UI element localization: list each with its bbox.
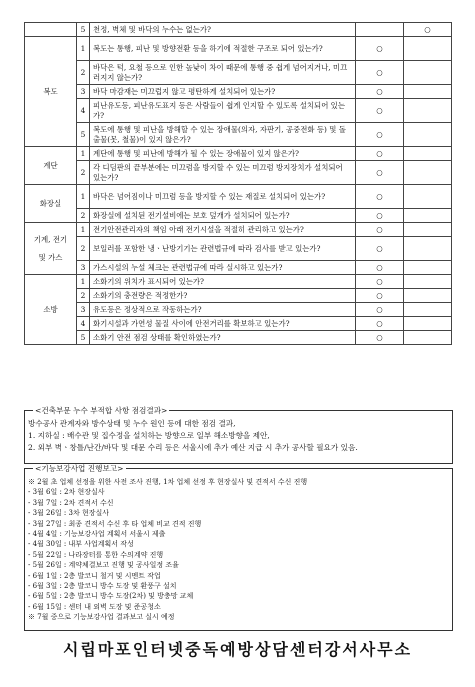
item-text: 바닥은 넘어짐이나 미끄럼 등을 방지할 수 있는 재질로 설치되어 있는가? [90, 185, 356, 209]
item-number: 1 [77, 275, 90, 289]
item-text: 천정, 벽체 및 바닥의 누수는 없는가? [90, 23, 356, 37]
item-text: 소화기 안전 점검 상태를 확인하였는가? [90, 331, 356, 345]
project-box-title: <기능보강사업 진행보고> [35, 464, 124, 473]
check-mark-alt [404, 37, 452, 61]
check-mark-alt [404, 303, 452, 317]
organization-footer: 시립마포인터넷중독예방상담센터강서사무소 [62, 640, 413, 659]
check-mark: ○ [356, 123, 404, 147]
check-mark: ○ [356, 85, 404, 99]
category-fire: 소방 [25, 275, 77, 345]
check-mark-alt [404, 209, 452, 223]
checklist-row [25, 85, 452, 99]
category-stairs: 계단 [25, 147, 77, 185]
category-restroom: 화장실 [25, 185, 77, 223]
checklist-row [25, 123, 452, 147]
checklist-row [25, 261, 452, 275]
project-box-line: - 4월 30일 : 내부 사업계획서 작성 [28, 540, 134, 549]
check-mark-alt [404, 223, 452, 237]
check-mark: ○ [356, 161, 404, 185]
check-mark: ○ [356, 61, 404, 85]
check-mark-alt [404, 261, 452, 275]
checklist-row [25, 237, 452, 261]
item-number: 2 [77, 237, 90, 261]
checklist-row [25, 37, 452, 61]
checklist-row [25, 289, 452, 303]
project-box-line: ※ 2월 초 업체 선정을 위한 사전 조사 진행, 1차 업체 선정 후 현장실사 및 견적서 수신 진행 [28, 478, 308, 486]
item-text: 화장실에 설치된 전기설비에는 보호 덮개가 설치되어 있는가? [90, 209, 356, 223]
check-mark: ○ [356, 99, 404, 123]
checklist-row [25, 209, 452, 223]
check-mark: ○ [356, 147, 404, 161]
check-mark-alt [404, 289, 452, 303]
leak-box-line: 2. 외부 벽ㆍ창틀/난간/바닥 및 대문 수리 등은 서울시에 추가 예산 지급 시 추가 공사할 필요가 있음. [28, 443, 358, 453]
checklist-row [25, 275, 452, 289]
leak-box-line: 방수공사 관계자와 방수상태 및 누수 원인 등에 대한 점검 결과, [28, 419, 236, 428]
item-text: 소화기의 충전량은 적정한가? [90, 289, 356, 303]
item-text: 가스시설의 누설 체크는 관련법규에 따라 실시하고 있는가? [90, 261, 356, 275]
project-box-line: - 3월 7일 : 2차 견적서 수신 [28, 498, 114, 507]
item-text: 보일러를 포함한 냉ㆍ난방기기는 관련법규에 따라 검사를 받고 있는가? [90, 237, 356, 261]
item-text: 피난유도등, 피난유도표지 등은 사람들이 쉽게 인지할 수 있도록 설치되어 있는가? [90, 99, 356, 123]
item-text: 화기시설과 가연성 물질 사이에 안전거리를 확보하고 있는가? [90, 317, 356, 331]
check-mark: ○ [356, 185, 404, 209]
check-mark-alt [404, 275, 452, 289]
check-mark-alt: ○ [404, 23, 452, 37]
check-mark: ○ [356, 261, 404, 275]
check-mark-alt [404, 161, 452, 185]
leak-inspection-result-box [24, 406, 453, 464]
project-box-line: - 3월 26일 : 3차 현장실사 [28, 509, 109, 518]
check-mark: ○ [356, 223, 404, 237]
item-text: 바닥 마감재는 미끄럽지 않고 평탄하게 설치되어 있는가? [90, 85, 356, 99]
item-number: 2 [77, 209, 90, 223]
checklist-row [25, 331, 452, 345]
item-number: 5 [77, 123, 90, 147]
item-text: 전기안전관리자의 책임 아래 전기시설을 적절히 관리하고 있는가? [90, 223, 356, 237]
project-box-line: ※ 7월 중으로 기능보강사업 결과보고 실시 예정 [28, 613, 175, 622]
item-number: 4 [77, 99, 90, 123]
item-text: 복도에 통행 및 피난을 방해할 수 있는 장애물(의자, 자판기, 공중전화 등) 및 돌출물(못, 철물)이 있지 않은가? [90, 123, 356, 147]
check-mark-alt [404, 185, 452, 209]
leak-box-title: <건축부문 누수 부적합 사항 점검결과> [35, 406, 168, 415]
safety-checklist-table [24, 22, 452, 345]
checklist-row [25, 223, 452, 237]
check-mark-alt [404, 317, 452, 331]
checklist-row [25, 23, 452, 37]
check-mark-alt [404, 331, 452, 345]
item-number: 1 [77, 37, 90, 61]
check-mark-alt [404, 61, 452, 85]
category-facilities [25, 223, 77, 275]
item-number: 5 [77, 23, 90, 37]
project-box-line: - 6월 15일 : 센터 내 외벽 도장 및 준공청소 [28, 602, 161, 611]
item-number: 5 [77, 331, 90, 345]
item-number: 3 [77, 261, 90, 275]
leak-box-line: 1. 지하실 : 배수관 및 집수정을 설치하는 방향으로 일부 해소방향을 제안, [28, 431, 270, 441]
item-text: 복도는 통행, 피난 및 방향전환 등을 하기에 적절한 구조로 되어 있는가? [90, 37, 356, 61]
item-text: 소화기의 위치가 표시되어 있는가? [90, 275, 356, 289]
checklist-row [25, 185, 452, 209]
checklist-row [25, 161, 452, 185]
item-text: 바닥은 턱, 요철 등으로 인한 높낮이 차이 때문에 통행 중 쉽게 넘어지거나, 미끄러지지 않는가? [90, 61, 356, 85]
item-number: 1 [77, 147, 90, 161]
check-mark: ○ [356, 37, 404, 61]
project-box-line: - 6월 3일 : 2층 발코니 방수 도장 및 환풍구 설치 [28, 582, 177, 591]
check-mark-alt [404, 99, 452, 123]
check-mark: ○ [356, 275, 404, 289]
check-mark-alt [404, 237, 452, 261]
checklist-row [25, 61, 452, 85]
item-number: 2 [77, 61, 90, 85]
item-number: 4 [77, 317, 90, 331]
item-number: 2 [77, 289, 90, 303]
check-mark: ○ [356, 331, 404, 345]
check-mark: ○ [356, 303, 404, 317]
project-box-line: - 6월 5일 : 2층 발코니 방수 도장(2차) 및 방충망 교체 [28, 592, 194, 601]
check-mark: ○ [356, 209, 404, 223]
project-box-line: - 5월 26일 : 계약체결보고 진행 및 공사일정 조율 [28, 561, 179, 570]
item-number: 2 [77, 161, 90, 185]
category-facilities-line2: 및 가스 [38, 252, 63, 262]
checklist-row [25, 303, 452, 317]
item-text: 각 디딤판의 끝부분에는 미끄럼을 방지할 수 있는 미끄럼 방지장치가 설치되어 있는가? [90, 161, 356, 185]
item-text: 계단에 통행 및 피난에 방해가 될 수 있는 장애물이 있지 않은가? [90, 147, 356, 161]
item-number: 1 [77, 185, 90, 209]
item-number: 3 [77, 85, 90, 99]
checklist-row [25, 317, 452, 331]
project-box-line: - 3월 27일 : 최종 견적서 수신 후 타 업체 비교 견적 진행 [28, 519, 202, 528]
check-mark: ○ [356, 317, 404, 331]
check-mark-alt [404, 147, 452, 161]
check-mark [356, 23, 404, 37]
checklist-row [25, 99, 452, 123]
category-facilities-line1: 기계, 전기 [33, 234, 68, 244]
project-progress-box [24, 464, 453, 631]
check-mark-alt [404, 123, 452, 147]
project-box-line: - 5월 22일 : 나라장터를 통한 수의계약 진행 [28, 550, 164, 559]
category-corridor: 복도 [25, 37, 77, 147]
item-text: 유도등은 정상적으로 작동하는가? [90, 303, 356, 317]
item-number: 1 [77, 223, 90, 237]
check-mark: ○ [356, 237, 404, 261]
project-box-line: - 6월 1일 : 2층 발코니 철거 및 시멘트 작업 [28, 571, 161, 580]
checklist-row [25, 147, 452, 161]
check-mark-alt [404, 85, 452, 99]
project-box-line: - 4월 4일 : 기능보강사업 계획서 서울시 제출 [28, 530, 166, 539]
project-box-line: - 3월 6일 : 2차 현장실사 [28, 488, 105, 497]
check-mark: ○ [356, 289, 404, 303]
item-number: 3 [77, 303, 90, 317]
category-cell [25, 23, 77, 37]
